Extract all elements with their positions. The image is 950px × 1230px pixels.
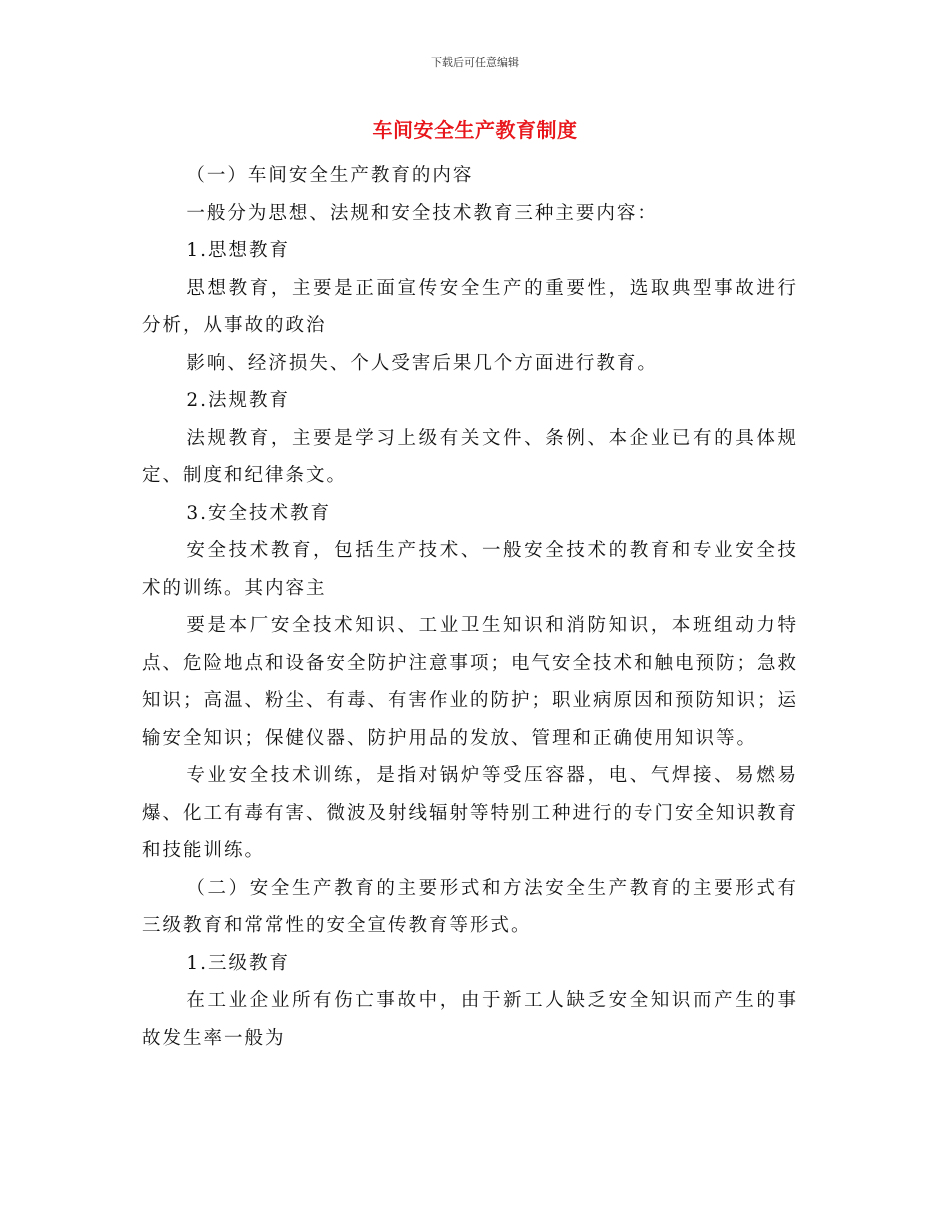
paragraph: 法规教育，主要是学习上级有关文件、条例、本企业已有的具体规定、制度和纪律条文。 — [142, 427, 798, 486]
paragraph: 在工业企业所有伤亡事故中，由于新工人缺乏安全知识而产生的事故发生率一般为 — [142, 990, 798, 1049]
paragraph: 2.法规教育 — [186, 390, 291, 411]
paragraph: （二）安全生产教育的主要形式和方法安全生产教育的主要形式有三级教育和常常性的安全宣传教育等形式。 — [142, 877, 798, 936]
paragraph: 1.思想教育 — [186, 240, 291, 261]
paragraph: 要是本厂安全技术知识、工业卫生知识和消防知识，本班组动力特点、危险地点和设备安全防护注意事项；电气安全技术和触电预防；急救知识；高温、粉尘、有毒、有害作业的防护；职业病原因和预防知识；运输安全知识；保健仪器、防护用品的发放、管理和正确使用知识等。 — [142, 615, 799, 749]
paragraph: 影响、经济损失、个人受害后果几个方面进行教育。 — [186, 352, 658, 374]
document-body — [142, 157, 798, 1057]
paragraph: 3.安全技术教育 — [186, 502, 332, 524]
paragraph: （一）车间安全生产教育的内容 — [186, 165, 474, 186]
header-note: 下载后可任意编辑 — [431, 56, 519, 69]
paragraph: 1.三级教育 — [186, 952, 291, 974]
paragraph: 专业安全技术训练，是指对锅炉等受压容器，电、气焊接、易燃易爆、化工有毒有害、微波及射线辐射等特别工种进行的专门安全知识教育和技能训练。 — [142, 765, 799, 861]
paragraph: 安全技术教育，包括生产技术、一般安全技术的教育和专业安全技术的训练。其内容主 — [142, 540, 798, 599]
paragraph: 一般分为思想、法规和安全技术教育三种主要内容： — [186, 202, 658, 224]
paragraph: 思想教育，主要是正面宣传安全生产的重要性，选取典型事故进行分析，从事故的政治 — [142, 277, 798, 336]
document-title: 车间安全生产教育制度 — [372, 118, 578, 142]
